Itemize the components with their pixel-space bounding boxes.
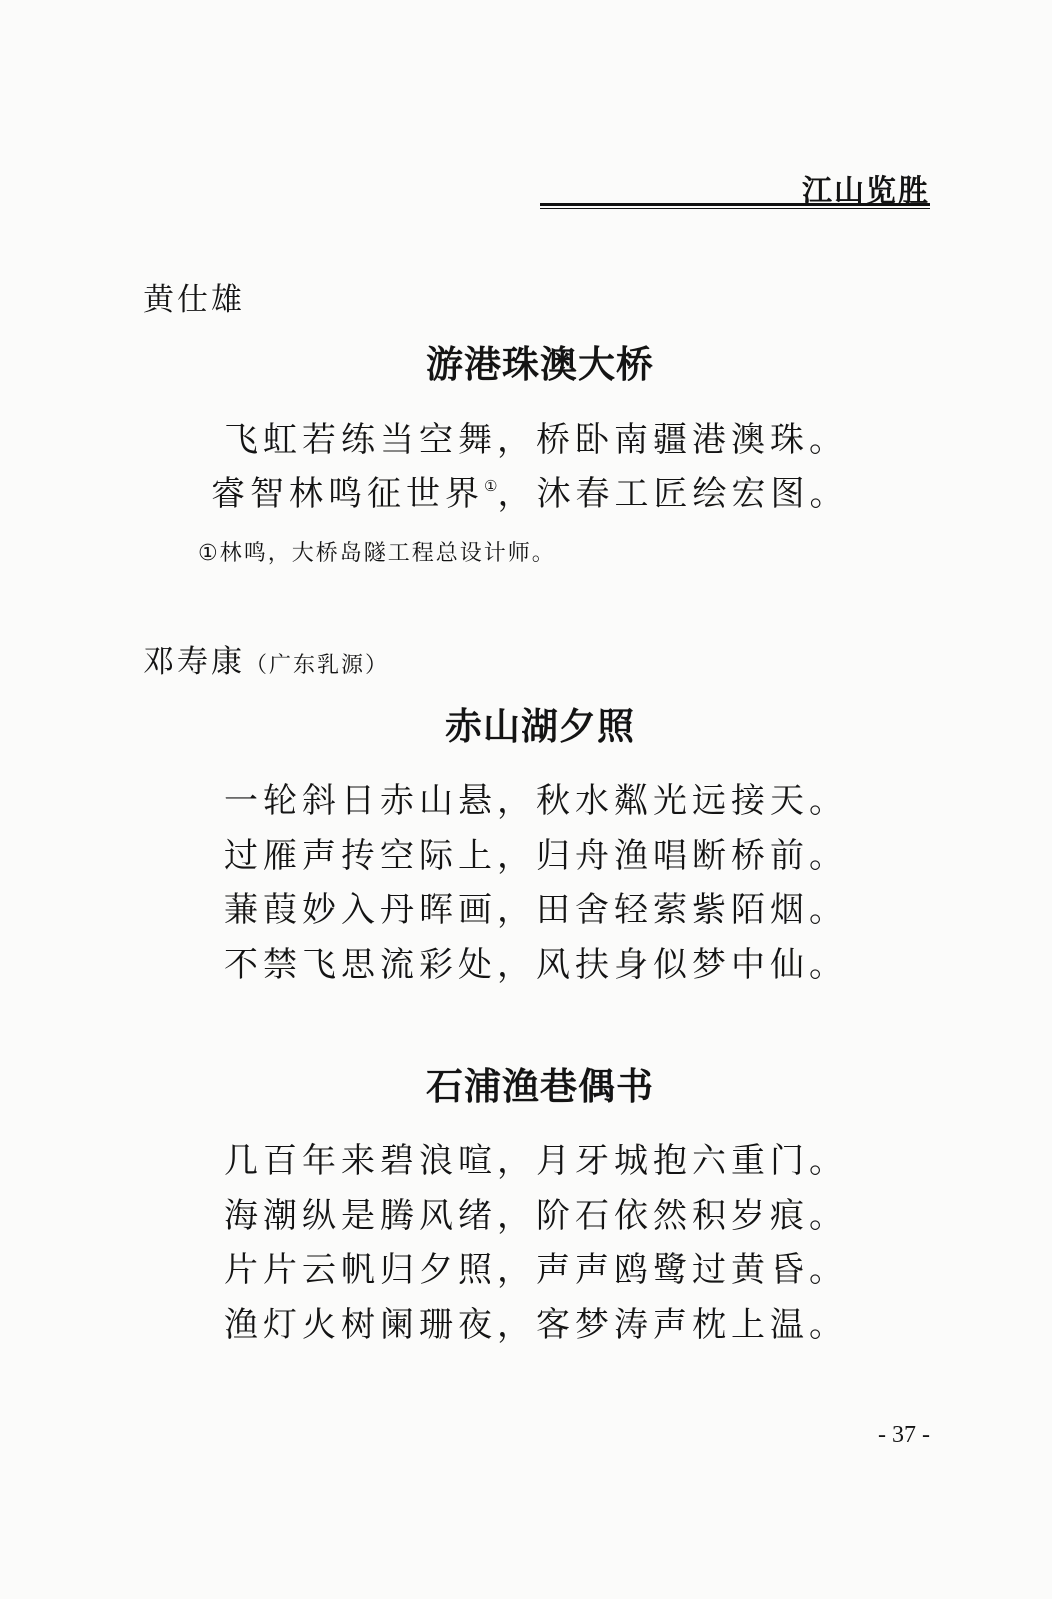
poem-line: 几百年来碧浪喧，月牙城抱六重门。 (224, 1141, 848, 1181)
poem-line: 不禁飞思流彩处，风扶身似梦中仙。 (224, 945, 848, 985)
poem-line: 渔灯火树阑珊夜，客梦涛声枕上温。 (224, 1305, 848, 1345)
section-title: 江山览胜 (802, 174, 930, 209)
poem-line: 片片云帆归夕照，声声鸥鹭过黄昏。 (224, 1250, 848, 1290)
poem-title: 游港珠澳大桥 (426, 342, 654, 386)
poem-line: 一轮斜日赤山悬，秋水粼光远接天。 (224, 781, 848, 821)
poem-line: 海潮纵是腾风绪，阶石依然积岁痕。 (224, 1196, 848, 1236)
footnote-marker: ① (484, 477, 498, 495)
poem-line (211, 466, 848, 515)
poem-title: 石浦渔巷偶书 (426, 1064, 654, 1108)
author-name: 黄仕雄 (143, 282, 245, 318)
poem-line-text: ，沐春工匠绘宏图。 (497, 474, 849, 514)
footnote: ①林鸣，大桥岛隧工程总设计师。 (198, 541, 556, 566)
poem-line-text: 睿智林鸣征世界 (211, 474, 484, 514)
author-name: 邓寿康 (143, 644, 245, 680)
author-origin: （广东乳源） (245, 653, 390, 678)
poem-line: 蒹葭妙入丹晖画，田舍轻萦紫陌烟。 (224, 890, 848, 930)
poem-title: 赤山湖夕照 (445, 704, 635, 748)
page-number: - 37 - (878, 1422, 930, 1448)
poem-line: 飞虹若练当空舞，桥卧南疆港澳珠。 (224, 420, 848, 460)
poem-line: 过雁声抟空际上，归舟渔唱断桥前。 (224, 836, 848, 876)
author-line (143, 636, 389, 681)
header-rule (540, 203, 930, 209)
